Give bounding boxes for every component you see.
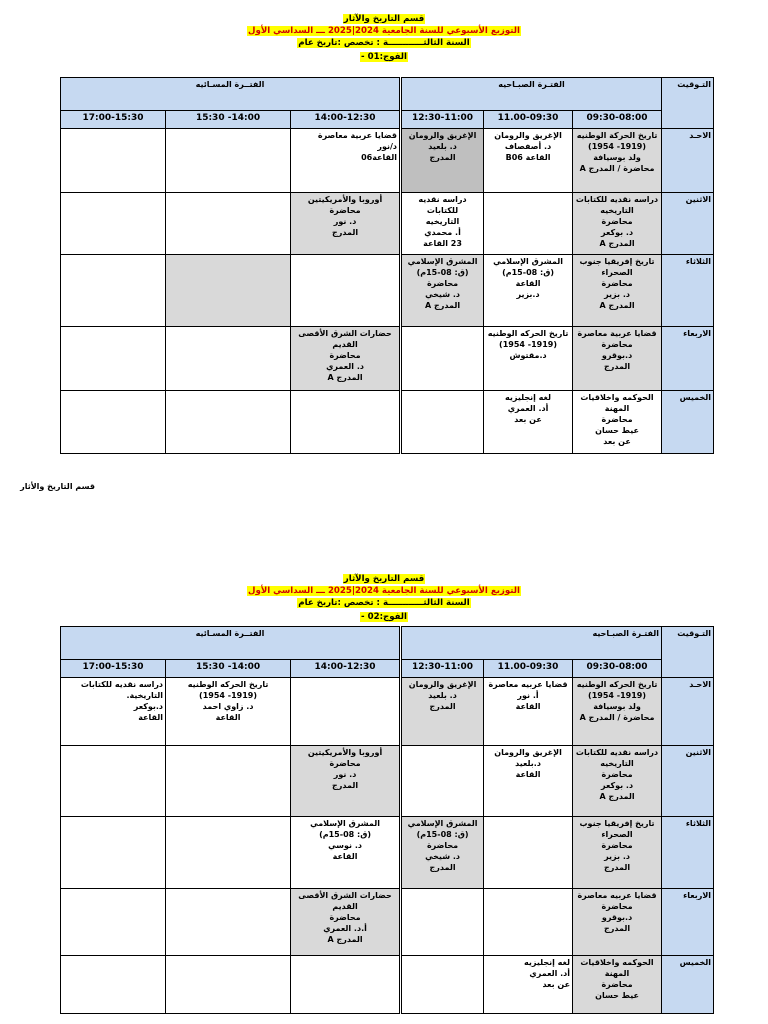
time-slot: 12:30-11:00 xyxy=(401,660,484,678)
cell-text: د. أصفصاف xyxy=(504,142,552,151)
schedule-cell xyxy=(401,193,484,255)
cell-text: المدرج A xyxy=(327,935,363,944)
schedule-cell xyxy=(61,327,166,391)
day-label: الاثنين xyxy=(662,746,714,817)
department-title: قسم التاريخ والآثار xyxy=(343,574,425,584)
schedule-cell xyxy=(166,956,291,1014)
cell-text: محاضرة xyxy=(601,340,633,349)
schedule-cell xyxy=(573,678,662,746)
cell-text: الإغريق والرومان xyxy=(408,680,477,689)
cell-text: (1919- 1954) xyxy=(588,691,646,700)
cell-text: تاريخ إفريقيا جنوب xyxy=(579,257,655,266)
schedule-cell xyxy=(166,746,291,817)
schedule-cell xyxy=(61,746,166,817)
cell-text: القاعة B06 xyxy=(505,153,551,162)
cell-text: المدرج xyxy=(429,702,456,711)
cell-text: المدرج xyxy=(603,362,631,371)
cell-text: د. بلعيد xyxy=(428,691,457,700)
cell-text: محاضرة xyxy=(601,279,633,288)
schedule-cell xyxy=(401,129,484,193)
cell-text: عن بعد xyxy=(603,437,631,446)
cell-text: المشرق الإسلامي xyxy=(407,819,478,828)
schedule-cell xyxy=(166,391,291,454)
schedule-cell xyxy=(401,817,484,889)
cell-text: أ. محمدي xyxy=(424,228,461,237)
day-label: الثلاثاء xyxy=(662,817,714,889)
cell-text: د.بوكعر xyxy=(133,702,164,711)
cell-text: عن بعد xyxy=(542,980,571,989)
time-slot: 15:30 -14:00 xyxy=(166,660,291,678)
cell-text: دراسه نقديه للكتابات xyxy=(575,748,659,757)
day-label: الاربعاء xyxy=(662,327,714,391)
day-row xyxy=(61,327,714,391)
cell-text: التاريخيه xyxy=(600,206,634,215)
schedule-cell xyxy=(166,678,291,746)
schedule-cell xyxy=(291,817,401,889)
cell-text: الإغريق والرومان xyxy=(408,131,477,140)
cell-text: تاريخ الحركه الوطنيه xyxy=(576,680,658,689)
schedule-cell xyxy=(291,129,401,193)
footer-department: قسم التاريخ والأثار xyxy=(20,482,95,491)
schedule-cell xyxy=(484,193,573,255)
cell-text: المهنة xyxy=(604,969,630,978)
schedule-cell xyxy=(61,193,166,255)
cell-text: محاضرة xyxy=(329,759,361,768)
cell-text: د/نور xyxy=(377,142,398,151)
schedule-cell xyxy=(61,255,166,327)
day-label: الاحـد xyxy=(662,678,714,746)
schedule-cell xyxy=(291,255,401,327)
time-slot: 11.00-09:30 xyxy=(484,660,573,678)
cell-text: القديم xyxy=(332,902,358,911)
evening-period-header: الفتــرة المسـائيه xyxy=(61,627,401,660)
cell-text: الحوكمه واخلاقيات xyxy=(580,393,654,402)
day-row xyxy=(61,193,714,255)
evening-period-header: الفتــرة المسـائيه xyxy=(61,78,401,111)
cell-text: المدرج xyxy=(603,924,631,933)
cell-text: د. نوسي xyxy=(328,841,362,850)
cell-text: المدرج xyxy=(429,153,456,162)
schedule-cell xyxy=(573,129,662,193)
cell-text: دراسه نقديه للكتابات xyxy=(575,195,659,204)
schedule-cell xyxy=(484,255,573,327)
day-row xyxy=(61,678,714,746)
cell-text: أ.د. العمري xyxy=(323,924,367,933)
schedule-cell xyxy=(573,193,662,255)
cell-text: د.بزير xyxy=(516,290,540,299)
cell-text: ولد بوسيافة xyxy=(593,153,641,162)
cell-text: (ق: 08-15م) xyxy=(416,830,469,839)
schedule-cell xyxy=(61,391,166,454)
day-row xyxy=(61,889,714,956)
morning-period-header: الفتـرة الصبـاحيه xyxy=(401,78,662,111)
cell-text: د. بوكعر xyxy=(600,781,634,790)
cell-text: د. بوكعر xyxy=(600,228,634,237)
schedule-cell xyxy=(573,746,662,817)
cell-text: (1919- 1954) xyxy=(199,691,257,700)
day-label: الاربعاء xyxy=(662,889,714,956)
schedule-cell xyxy=(401,255,484,327)
cell-text: القاعة xyxy=(332,852,358,861)
cell-text: د. العمري xyxy=(326,362,364,371)
schedule-cell xyxy=(166,327,291,391)
cell-text: المهنة xyxy=(604,404,630,413)
cell-text: محاضرة xyxy=(329,913,361,922)
cell-text: القاعة xyxy=(215,713,241,722)
cell-text: محاضرة / المدرج A xyxy=(579,164,655,173)
cell-text: دراسه نقديه للكتابات xyxy=(418,195,467,215)
cell-text: الصحراء xyxy=(601,830,633,839)
cell-text: تاريخ الحركة الوطنيه xyxy=(576,131,658,140)
cell-text: محاضرة xyxy=(329,206,361,215)
schedule-cell xyxy=(573,327,662,391)
schedule-cell xyxy=(484,327,573,391)
schedule-cell xyxy=(166,889,291,956)
cell-text: محاضرة xyxy=(601,415,633,424)
cell-text: د. زاوي احمد xyxy=(202,702,254,711)
schedule-cell xyxy=(401,391,484,454)
cell-text: الإغريق والرومان xyxy=(494,748,562,757)
schedule-table-1 xyxy=(60,77,714,454)
cell-text: (ق: 08-15م) xyxy=(416,268,469,277)
cell-text: تاريخ إفريقيا جنوب xyxy=(579,819,655,828)
schedule-cell xyxy=(573,391,662,454)
time-slot: 14:00-12:30 xyxy=(291,111,401,129)
cell-text: دراسه نقديه للكتابات xyxy=(80,680,164,689)
schedule-cell xyxy=(291,889,401,956)
schedule-table-2 xyxy=(60,626,714,1014)
cell-text: محاضرة / المدرج A xyxy=(579,713,655,722)
cell-text: التاريخيه xyxy=(425,217,460,226)
schedule-cell xyxy=(166,129,291,193)
cell-text: قضايا عربيه معاصرة xyxy=(577,891,657,900)
schedule-cell xyxy=(401,956,484,1014)
cell-text: حضارات الشرق الأقصى xyxy=(298,329,392,338)
cell-text: محاضرة xyxy=(426,279,459,288)
cell-text: د. بزير xyxy=(604,852,630,861)
timing-header: التـوقيت xyxy=(662,627,714,678)
schedule-cell xyxy=(484,678,573,746)
cell-text: (1919- 1954) xyxy=(588,142,646,151)
cell-text: التاريخيه xyxy=(600,759,634,768)
cell-text: القاعة xyxy=(515,279,541,288)
schedule-cell xyxy=(61,889,166,956)
cell-text: قضايا عربيه معاصرة xyxy=(488,680,568,689)
cell-text: المشرق الإسلامي xyxy=(493,257,563,266)
schedule-cell xyxy=(484,391,573,454)
cell-text: عيط حسان xyxy=(595,991,639,1000)
cell-text: تاريخ الحركه الوطنيه xyxy=(187,680,269,689)
schedule-cell xyxy=(573,956,662,1014)
cell-text: الحوكمه واخلاقيات xyxy=(580,958,654,967)
cell-text: د. بزير xyxy=(604,290,630,299)
schedule-cell xyxy=(61,817,166,889)
cell-text: د. بلعيد xyxy=(428,142,457,151)
cell-text: تاريخ الحركه الوطنيه xyxy=(487,329,569,338)
cell-text: أوروبا والأمريكيتين xyxy=(307,195,383,204)
time-slot: 15:30 -14:00 xyxy=(166,111,291,129)
cell-text: القاعة xyxy=(515,702,541,711)
cell-text: المدرج xyxy=(429,863,456,872)
group-label: الفوج:01 - xyxy=(361,52,407,62)
time-slot: 14:00-12:30 xyxy=(291,660,401,678)
cell-text: المدرج A xyxy=(327,373,363,382)
cell-text: محاضرة xyxy=(601,841,633,850)
day-label: الاحـد xyxy=(662,129,714,193)
schedule-cell xyxy=(401,889,484,956)
cell-text: 23 القاعة xyxy=(423,239,462,248)
schedule-header-1 xyxy=(0,10,768,60)
day-row xyxy=(61,746,714,817)
cell-text: المدرج xyxy=(603,863,631,872)
cell-text: المدرج A xyxy=(599,301,635,310)
day-row xyxy=(61,391,714,454)
schedule-cell xyxy=(401,678,484,746)
cell-text: د.بلعيد xyxy=(515,759,541,768)
day-row xyxy=(61,817,714,889)
cell-text: أد. العمري xyxy=(529,969,571,978)
time-slot: 09:30-08:00 xyxy=(573,111,662,129)
cell-text: عيط حسان xyxy=(595,426,639,435)
cell-text: القديم xyxy=(332,340,358,349)
cell-text: د. نور xyxy=(333,770,357,779)
day-row xyxy=(61,255,714,327)
cell-text: أد. العمري xyxy=(507,404,549,413)
cell-text: القاعة06 xyxy=(361,153,398,162)
time-slot: 17:00-15:30 xyxy=(61,660,166,678)
timing-header: التـوقيت xyxy=(662,78,714,129)
cell-text: د.بوقرو xyxy=(601,913,633,922)
cell-text: قضايا عربية معاصرة xyxy=(577,329,657,338)
cell-text: القاعة xyxy=(138,713,164,722)
cell-text: المشرق الإسلامي xyxy=(407,257,478,266)
schedule-cell xyxy=(291,746,401,817)
morning-period-header: الفتـرة الصبـاحيه xyxy=(401,627,662,660)
cell-text: حضارات الشرق الأقصى xyxy=(298,891,392,900)
cell-text: د. نور xyxy=(333,217,357,226)
cell-text: محاضرة xyxy=(601,980,633,989)
schedule-cell xyxy=(166,193,291,255)
cell-text: الصحراء xyxy=(601,268,633,277)
schedule-cell xyxy=(166,817,291,889)
schedule-cell xyxy=(484,817,573,889)
cell-text: المدرج A xyxy=(424,301,461,310)
year-spec: السنة الثالثــــــــــــة : تخصص :تاريخ عام xyxy=(298,598,470,608)
cell-text: لغه إنجليزيه xyxy=(524,958,571,967)
schedule-cell xyxy=(484,956,573,1014)
department-title: قسم التاريخ والآثار xyxy=(343,14,425,24)
schedule-cell xyxy=(401,327,484,391)
cell-text: المدرج xyxy=(331,781,359,790)
cell-text: القاعة xyxy=(515,770,541,779)
schedule-cell xyxy=(291,678,401,746)
time-slot: 09:30-08:00 xyxy=(573,660,662,678)
cell-text: محاضرة xyxy=(426,841,459,850)
schedule-cell xyxy=(401,746,484,817)
cell-text: (ق: 08-15م) xyxy=(502,268,554,277)
schedule-cell xyxy=(573,255,662,327)
cell-text: لغه إنجليزيه xyxy=(505,393,552,402)
schedule-cell xyxy=(291,327,401,391)
cell-text: د. شيخي xyxy=(425,290,460,299)
cell-text: د.بوقرو xyxy=(601,351,633,360)
time-slot: 12:30-11:00 xyxy=(401,111,484,129)
schedule-cell xyxy=(61,956,166,1014)
day-label: الخميس xyxy=(662,391,714,454)
cell-text: ولد بوسيافة xyxy=(593,702,641,711)
schedule-cell xyxy=(166,255,291,327)
time-slot: 11.00-09:30 xyxy=(484,111,573,129)
schedule-cell xyxy=(484,889,573,956)
cell-text: التاريخية. xyxy=(126,691,164,700)
cell-text: محاضرة xyxy=(601,217,633,226)
group-label: الفوج:02 - xyxy=(361,612,407,622)
cell-text: المدرج xyxy=(331,228,359,237)
distribution-title: التوزيع الأسبوعي للسنة الجامعية 2024|2025 ـــ السداسي الأول xyxy=(248,26,520,36)
schedule-cell xyxy=(573,817,662,889)
day-row xyxy=(61,129,714,193)
schedule-header-2 xyxy=(0,570,768,620)
schedule-cell xyxy=(291,956,401,1014)
day-label: الاثنين xyxy=(662,193,714,255)
cell-text: محاضرة xyxy=(601,770,633,779)
cell-text: د. شيخي xyxy=(425,852,460,861)
schedule-cell xyxy=(573,889,662,956)
cell-text: أ. نور xyxy=(517,691,539,700)
cell-text: الإغريق والرومان xyxy=(494,131,562,140)
cell-text: د.مقتوش xyxy=(509,351,547,360)
cell-text: (ق: 08-15م) xyxy=(319,830,371,839)
cell-text: (1919- 1954) xyxy=(499,340,557,349)
schedule-cell xyxy=(291,193,401,255)
cell-text: محاضرة xyxy=(329,351,361,360)
cell-text: عن بعد xyxy=(514,415,542,424)
cell-text: المشرق الإسلامي xyxy=(310,819,380,828)
time-slot: 17:00-15:30 xyxy=(61,111,166,129)
schedule-cell xyxy=(484,746,573,817)
day-label: الثلاثاء xyxy=(662,255,714,327)
cell-text: قضايا عربية معاصرة xyxy=(317,131,398,140)
day-row xyxy=(61,956,714,1014)
distribution-title: التوزيع الأسبوعي للسنة الجامعية 2024|2025 ـــ السداسي الأول xyxy=(248,586,520,596)
schedule-cell xyxy=(61,129,166,193)
schedule-cell xyxy=(291,391,401,454)
year-spec: السنة الثالثــــــــــــة : تخصص :تاريخ عام xyxy=(298,38,470,48)
cell-text: أوروبا والأمريكيتين xyxy=(307,748,383,757)
cell-text: المدرج A xyxy=(599,239,635,248)
schedule-cell xyxy=(484,129,573,193)
schedule-cell xyxy=(61,678,166,746)
day-label: الخميس xyxy=(662,956,714,1014)
cell-text: محاضرة xyxy=(601,902,633,911)
cell-text: المدرج A xyxy=(599,792,635,801)
